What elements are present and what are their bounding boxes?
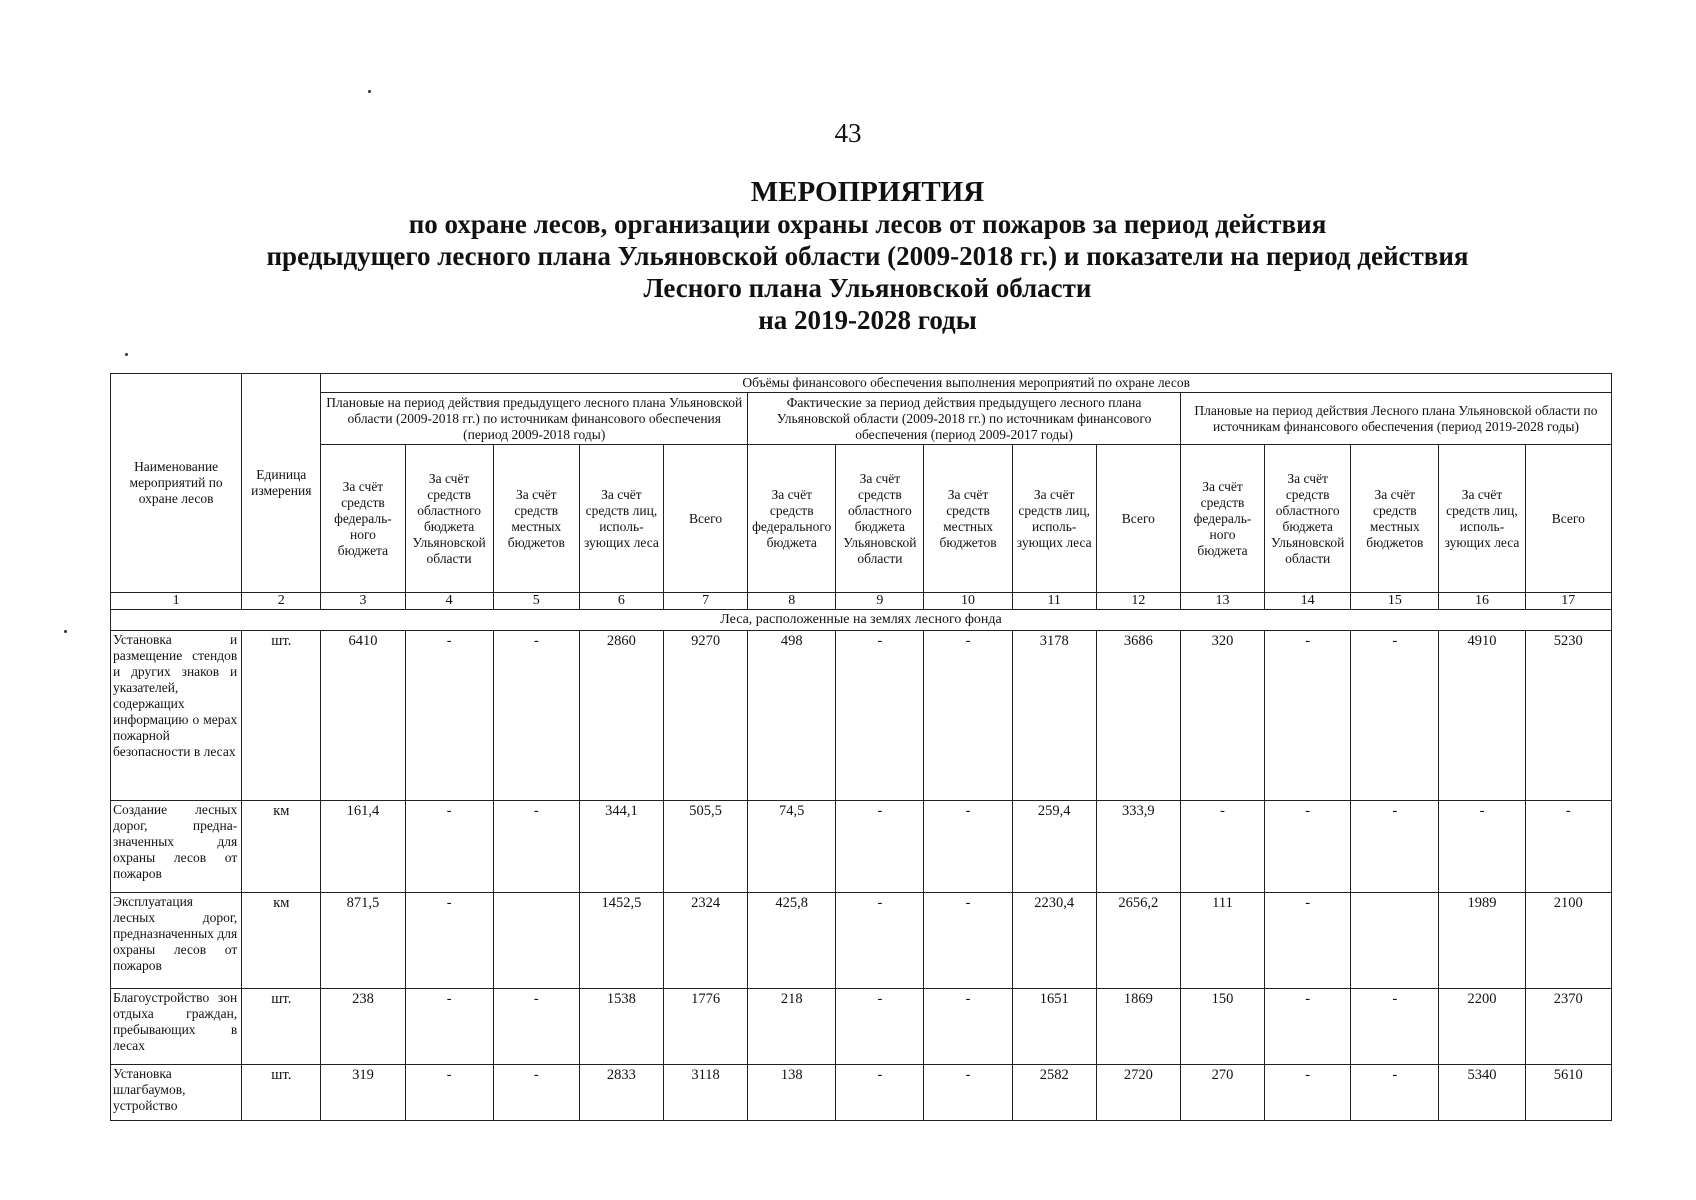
column-number: 9 — [836, 593, 924, 610]
table-row — [111, 631, 1612, 801]
row-value: - — [836, 1065, 924, 1121]
row-value: 320 — [1180, 631, 1264, 801]
header-sub: За счёт средств лиц, использующих леса — [579, 445, 663, 593]
column-number: 6 — [579, 593, 663, 610]
column-number: 7 — [664, 593, 748, 610]
column-number: 17 — [1525, 593, 1611, 610]
header-sub: Всего — [1096, 445, 1180, 593]
row-unit: км — [242, 893, 321, 989]
column-number: 16 — [1439, 593, 1525, 610]
row-value: 2324 — [664, 893, 748, 989]
header-sub: За счёт средств местных бюджетов — [1351, 445, 1439, 593]
row-value: - — [1265, 631, 1351, 801]
row-value: - — [924, 801, 1012, 893]
column-number: 15 — [1351, 593, 1439, 610]
row-measure-name: Установка шлагбаумов, устройство — [111, 1065, 242, 1121]
row-value: - — [1265, 989, 1351, 1065]
row-value: 5340 — [1439, 1065, 1525, 1121]
row-value: 74,5 — [748, 801, 836, 893]
table-row — [111, 989, 1612, 1065]
row-value: - — [405, 989, 493, 1065]
column-number: 13 — [1180, 593, 1264, 610]
row-value: 2582 — [1012, 1065, 1096, 1121]
row-value: 344,1 — [579, 801, 663, 893]
row-value: - — [1351, 631, 1439, 801]
row-value: - — [836, 893, 924, 989]
row-unit: шт. — [242, 1065, 321, 1121]
column-number: 4 — [405, 593, 493, 610]
page-number: 43 — [834, 118, 862, 148]
row-value: 2200 — [1439, 989, 1525, 1065]
document-title — [150, 176, 1585, 336]
row-value: 161,4 — [321, 801, 405, 893]
row-measure-name: Создание лесных дорог, предназначенных для охраны лесов от пожаров — [111, 801, 242, 893]
column-number-row — [111, 593, 1612, 610]
header-sub: За счёт средств местных бюджетов — [493, 445, 579, 593]
row-value: 1452,5 — [579, 893, 663, 989]
row-value: - — [1265, 893, 1351, 989]
row-value: 150 — [1180, 989, 1264, 1065]
row-value: - — [836, 989, 924, 1065]
row-value: 2860 — [579, 631, 663, 801]
row-value: - — [1265, 801, 1351, 893]
header-sub: За счёт средств областного бюджета Ульяновской области — [405, 445, 493, 593]
row-unit: шт. — [242, 631, 321, 801]
row-value: 238 — [321, 989, 405, 1065]
row-value — [1351, 893, 1439, 989]
row-value — [493, 893, 579, 989]
row-value: 1538 — [579, 989, 663, 1065]
column-number: 5 — [493, 593, 579, 610]
header-sub: Всего — [664, 445, 748, 593]
row-value: - — [493, 1065, 579, 1121]
row-value: - — [1351, 801, 1439, 893]
row-value: 138 — [748, 1065, 836, 1121]
row-value: 319 — [321, 1065, 405, 1121]
row-value: 3686 — [1096, 631, 1180, 801]
row-value: 2230,4 — [1012, 893, 1096, 989]
row-value: 2833 — [579, 1065, 663, 1121]
row-value: 218 — [748, 989, 836, 1065]
row-value: 871,5 — [321, 893, 405, 989]
row-value: 1989 — [1439, 893, 1525, 989]
row-value: 2100 — [1525, 893, 1611, 989]
scan-speck — [368, 90, 371, 93]
row-value: - — [924, 893, 1012, 989]
row-value: 1869 — [1096, 989, 1180, 1065]
row-value: 1651 — [1012, 989, 1096, 1065]
row-value: 2656,2 — [1096, 893, 1180, 989]
row-value: - — [1265, 1065, 1351, 1121]
header-sub: За счёт средств местных бюджетов — [924, 445, 1012, 593]
row-unit: шт. — [242, 989, 321, 1065]
row-value: - — [924, 989, 1012, 1065]
row-value: 270 — [1180, 1065, 1264, 1121]
row-value: 5610 — [1525, 1065, 1611, 1121]
row-measure-name: Благоустройство зон отдыха граждан, пребывающих в лесах — [111, 989, 242, 1065]
column-number: 3 — [321, 593, 405, 610]
header-sub: Всего — [1525, 445, 1611, 593]
row-value: - — [836, 801, 924, 893]
title-line-3: предыдущего лесного плана Ульяновской области (2009-2018 гг.) и показатели на период действия — [266, 241, 1469, 271]
row-value: - — [405, 1065, 493, 1121]
header-sub: За счёт средств федерального бюджета — [321, 445, 405, 593]
row-value: - — [1180, 801, 1264, 893]
column-number: 2 — [242, 593, 321, 610]
row-value: - — [405, 631, 493, 801]
title-line-1: МЕРОПРИЯТИЯ — [750, 176, 985, 208]
column-number: 12 — [1096, 593, 1180, 610]
row-value: 5230 — [1525, 631, 1611, 801]
row-value: 111 — [1180, 893, 1264, 989]
column-number: 14 — [1265, 593, 1351, 610]
title-line-4: Лесного плана Ульяновской области — [643, 273, 1092, 303]
column-number: 11 — [1012, 593, 1096, 610]
row-value: 2370 — [1525, 989, 1611, 1065]
row-value: - — [836, 631, 924, 801]
row-value: 3178 — [1012, 631, 1096, 801]
scan-speck — [125, 353, 128, 356]
header-unit: Единица измерения — [242, 374, 321, 593]
row-value: - — [924, 631, 1012, 801]
row-measure-name: Эксплуатация лесных дорог, предназначенных для охраны лесов от пожаров — [111, 893, 242, 989]
row-value: 505,5 — [664, 801, 748, 893]
header-name: Наименование мероприятий по охране лесов — [111, 374, 242, 593]
row-value: 3118 — [664, 1065, 748, 1121]
section-header: Леса, расположенные на землях лесного фонда — [111, 610, 1612, 631]
measures-table — [110, 373, 1612, 1121]
scan-speck — [64, 630, 67, 633]
header-volume: Объёмы финансового обеспечения выполнения мероприятий по охране лесов — [321, 374, 1612, 393]
row-value: 4910 — [1439, 631, 1525, 801]
row-value: - — [1439, 801, 1525, 893]
header-sub: За счёт средств лиц, использующих леса — [1439, 445, 1525, 593]
row-value: 425,8 — [748, 893, 836, 989]
title-line-5: на 2019-2028 годы — [758, 305, 977, 335]
table-row — [111, 1065, 1612, 1121]
row-value: - — [1525, 801, 1611, 893]
row-value: - — [405, 893, 493, 989]
row-value: 333,9 — [1096, 801, 1180, 893]
row-value: - — [924, 1065, 1012, 1121]
header-group-planned-prev: Плановые на период действия предыдущего лесного плана Ульяновской области (2009-2018 гг.) по источникам финансового обеспечения (период 2009-2018 годы) — [321, 393, 748, 445]
title-line-2: по охране лесов, организации охраны лесов от пожаров за период действия — [408, 209, 1327, 239]
row-value: 259,4 — [1012, 801, 1096, 893]
row-value: - — [493, 801, 579, 893]
column-number: 1 — [111, 593, 242, 610]
row-value: 6410 — [321, 631, 405, 801]
row-value: - — [1351, 1065, 1439, 1121]
row-unit: км — [242, 801, 321, 893]
header-group-planned-new: Плановые на период действия Лесного плана Ульяновской области по источникам финансового обеспечения (период 2019-2028 годы) — [1180, 393, 1611, 445]
header-sub: За счёт средств федерального бюджета — [1180, 445, 1264, 593]
row-value: 9270 — [664, 631, 748, 801]
row-value: - — [493, 631, 579, 801]
header-sub: За счёт средств федерального бюджета — [748, 445, 836, 593]
column-number: 10 — [924, 593, 1012, 610]
header-sub: За счёт средств областного бюджета Ульяновской области — [1265, 445, 1351, 593]
header-sub: За счёт средств лиц, использующих леса — [1012, 445, 1096, 593]
table-row — [111, 801, 1612, 893]
header-sub: За счёт средств областного бюджета Ульяновской области — [836, 445, 924, 593]
row-value: - — [1351, 989, 1439, 1065]
row-value: - — [405, 801, 493, 893]
row-value: - — [493, 989, 579, 1065]
row-value: 498 — [748, 631, 836, 801]
column-number: 8 — [748, 593, 836, 610]
row-measure-name: Установка и размещение стендов и других знаков и указателей, содержащих информацию о мерах пожарной безопасности в лесах — [111, 631, 242, 801]
row-value: 2720 — [1096, 1065, 1180, 1121]
header-group-actual-prev: Фактические за период действия предыдущего лесного плана Ульяновской области (2009-2018 гг.) по источникам финансового обеспечения (период 2009-2017 годы) — [748, 393, 1181, 445]
row-value: 1776 — [664, 989, 748, 1065]
table-row — [111, 893, 1612, 989]
